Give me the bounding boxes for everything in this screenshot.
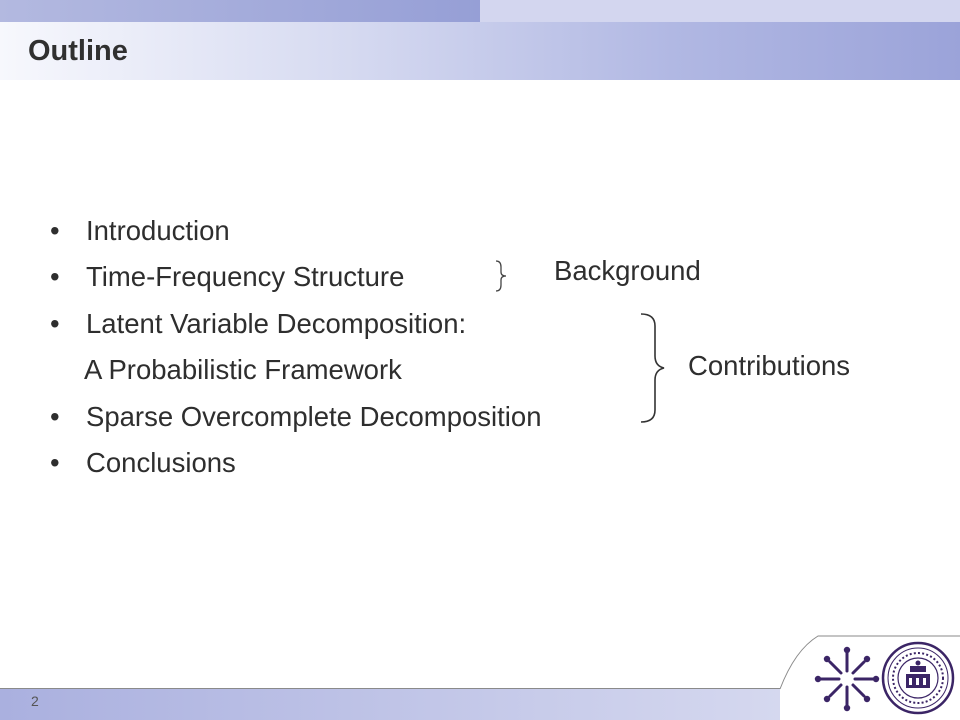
list-item-text: Conclusions (86, 446, 236, 478)
header-top-band-left (0, 0, 480, 22)
header-top-band-right (480, 0, 960, 22)
page-number: 2 (31, 693, 39, 709)
list-item-text: Sparse Overcomplete Decomposition (86, 400, 542, 432)
list-item-text: Time-Frequency Structure (86, 261, 405, 293)
bullet-icon: • (50, 400, 60, 432)
slide-title: Outline (28, 35, 128, 67)
footer-bar (0, 689, 780, 720)
contributions-brace-icon (638, 308, 668, 426)
bullet-icon: • (50, 261, 60, 293)
starburst-logo-icon (812, 644, 882, 714)
bullet-icon: • (50, 307, 60, 339)
list-item-text: Introduction (86, 215, 230, 246)
university-seal-icon (880, 640, 956, 716)
bullet-icon: • (50, 446, 60, 478)
background-label: Background (554, 255, 701, 286)
bullet-icon: • (50, 215, 60, 246)
list-item-text: A Probabilistic Framework (84, 354, 402, 386)
background-brace-icon (494, 258, 508, 294)
title-bar (0, 22, 960, 80)
list-item-text: Latent Variable Decomposition: (86, 307, 467, 339)
contributions-label: Contributions (688, 350, 851, 381)
